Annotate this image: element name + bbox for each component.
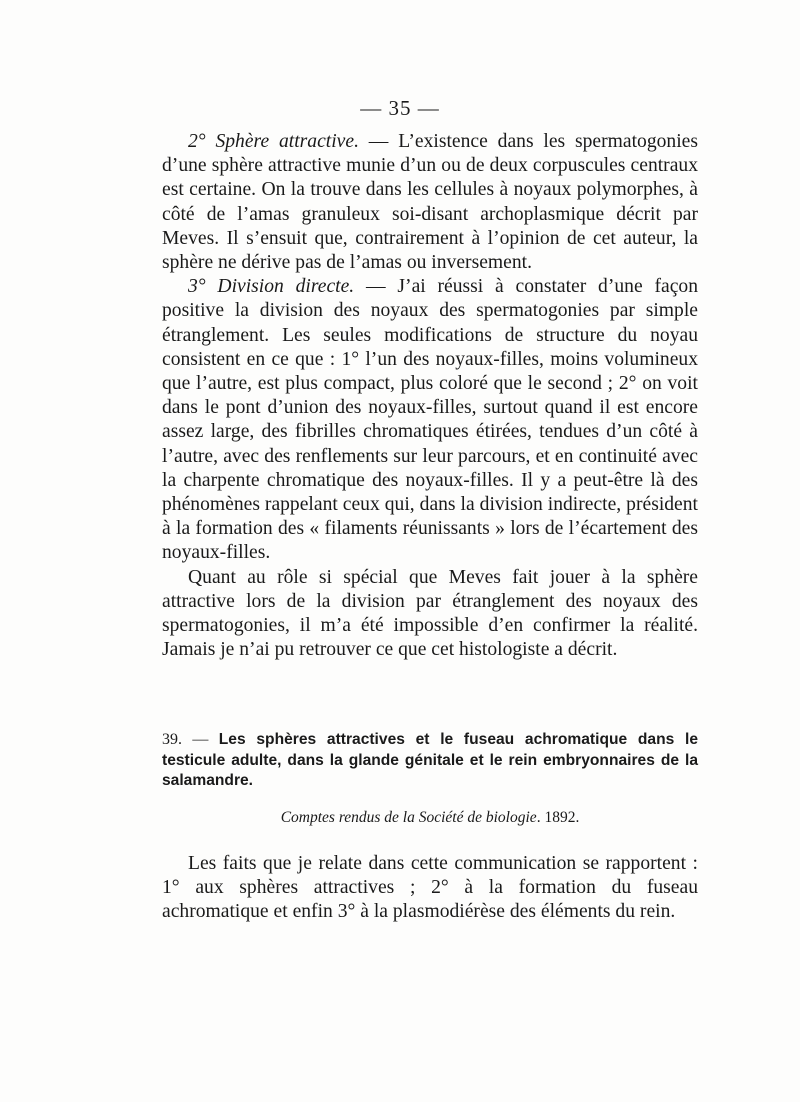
entry-heading bbox=[162, 730, 698, 792]
bibliography-entry bbox=[162, 730, 698, 830]
closing-text bbox=[162, 852, 698, 925]
paragraph-sphere-attractive bbox=[162, 130, 698, 275]
paragraph-closing: Les faits que je relate dans cette communication se rapportent : 1° aux sphères attractives ; 2° à la formation du fuseau achromatique et enfin 3° à la plasmodiérèse des éléments du rein. bbox=[162, 853, 698, 923]
paragraph-body: — L’existence dans les spermatogonies d’une sphère attractive munie d’un ou de deux corpuscules centraux est certaine. On la trouve dans les cellules à noyaux polymorphes, à côté de l’amas granuleux soi-disant archoplasmique décrit par Meves. Il s’ensuit que, contrairement à l’opinion de cet auteur, la sphère ne dérive pas de l’amas ou inversement. bbox=[162, 131, 698, 274]
paragraph-body: — J’ai réussi à constater d’une façon positive la division des noyaux des spermatogonies par simple étranglement. Les seules modifications de structure du noyau consistent en ce que : 1° l’un des noyaux-filles, moins volumineux que l’autre, est plus compact, plus coloré que le second ; 2° on voit dans le pont d’union des noyaux-filles, surtout quand il est encore assez large, des fibrilles chromatiques étirées, tendues d’un côté à l’autre, avec des renflements sur leur parcours, et en continuité avec la charpente chromatique des noyaux-filles. Il y a peut-être là des phénomènes rappelant ceux qui, dans la division indirecte, président à la formation des « filaments réunissants » lors de l’écartement des noyaux-filles. bbox=[162, 276, 698, 564]
page-number: — 35 — bbox=[360, 96, 440, 120]
entry-source bbox=[162, 806, 698, 830]
paragraph-meves bbox=[162, 566, 698, 663]
entry-source-year: . 1892. bbox=[536, 808, 580, 826]
main-text bbox=[162, 130, 698, 662]
entry-number: 39. bbox=[162, 731, 182, 748]
entry-source-journal: Comptes rendus de la Société de biologie bbox=[280, 808, 537, 826]
entry-title: Les sphères attractives et le fuseau achromatique dans le testicule adulte, dans la glande génitale et le rein embryonnaires de la salamandre. bbox=[162, 731, 699, 789]
section-title: 3° Division directe. bbox=[188, 276, 355, 298]
section-title: 2° Sphère attractive. bbox=[188, 131, 359, 152]
paragraph-division-directe bbox=[162, 275, 698, 565]
paragraph-body: Quant au rôle si spécial que Meves fait jouer à la sphère attractive lors de la division par étranglement des noyaux des spermatogonies, il m’a été impossible d’en confirmer la réalité. Jamais je n’ai pu retrouver ce que cet histologiste a décrit. bbox=[162, 566, 698, 661]
entry-dash: — bbox=[182, 731, 219, 748]
